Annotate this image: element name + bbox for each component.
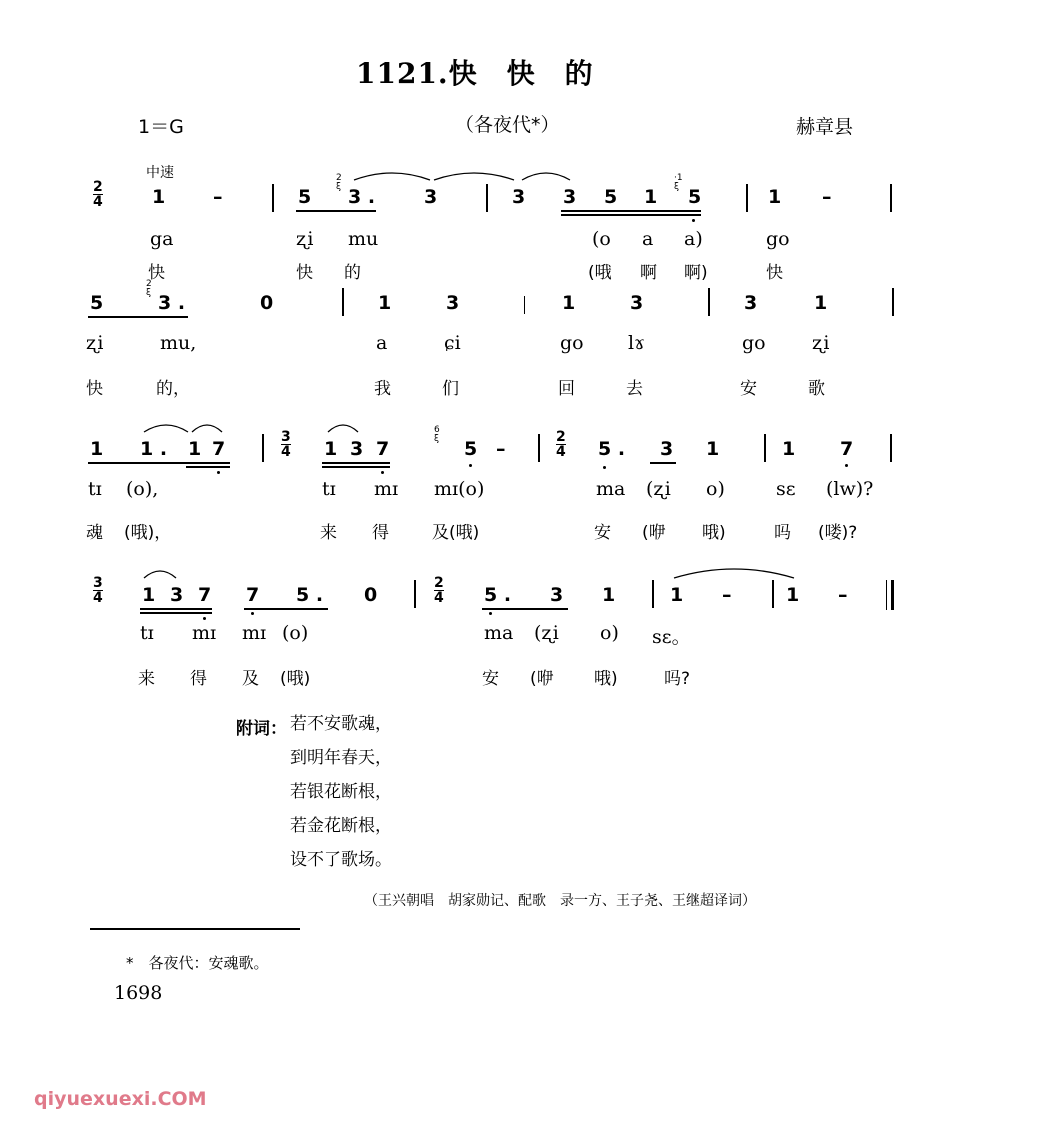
lyric-roman: ʐi [812, 332, 830, 354]
appendix-line: 到明年春天， [290, 748, 392, 768]
beam [322, 466, 390, 468]
lyric-chinese: (咿 [642, 523, 666, 543]
watermark: qiyuexuexi.COM [34, 1088, 207, 1110]
note: 1 [188, 438, 202, 460]
lyric-chinese: 得 [190, 669, 207, 689]
lyric-chinese: 哦) [594, 669, 618, 689]
note: 3 . [348, 186, 376, 208]
note: 1 [814, 292, 828, 314]
lyric-roman: mu, [160, 332, 197, 354]
bar-line [772, 580, 774, 608]
slur [520, 166, 572, 182]
beam [186, 466, 230, 468]
lyric-chinese: 快 [296, 263, 313, 283]
beam [322, 462, 390, 464]
slur [432, 166, 516, 182]
beam [244, 608, 328, 610]
bar-line [708, 288, 710, 316]
note: – [822, 186, 832, 208]
appendix-line: 若不安歌魂， [290, 714, 392, 734]
note: 1 [324, 438, 338, 460]
lyric-chinese: 安 [740, 379, 757, 399]
lyric-chinese: 来 [138, 669, 155, 689]
lower-octave-dot [251, 612, 254, 615]
lyric-chinese: 安 [594, 523, 611, 543]
time-signature: 2 4 [556, 429, 566, 460]
lyric-chinese: 哦) [702, 523, 726, 543]
lower-octave-dot [203, 617, 206, 620]
lyric-roman: o) [600, 622, 619, 644]
note: 0 [364, 584, 378, 606]
note: 3 [660, 438, 674, 460]
note: 1 [602, 584, 616, 606]
lyric-chinese: 的， [156, 379, 190, 399]
lyric-roman: tɪ [88, 478, 102, 500]
appendix-label: 附词： [236, 719, 287, 739]
lyric-roman: tɪ [322, 478, 336, 500]
appendix-line: 设不了歌场。 [290, 850, 392, 870]
slur [326, 418, 360, 434]
lyric-roman: ɕi [444, 332, 461, 354]
beam [88, 316, 188, 318]
lyric-roman: (o), [126, 478, 159, 500]
lyric-roman: (o [592, 228, 611, 250]
grace-note: 2 ξ [146, 279, 152, 298]
beam [561, 214, 701, 216]
note: 1 [670, 584, 684, 606]
lyric-roman: lɤ [628, 332, 645, 354]
lyric-chinese: 快 [148, 263, 165, 283]
lyric-chinese: 吗 [774, 523, 791, 543]
lyric-chinese: 安 [482, 669, 499, 689]
lyric-chinese: 快 [766, 263, 783, 283]
note: 3 [350, 438, 364, 460]
lyric-roman: a) [684, 228, 703, 250]
beam [140, 612, 212, 614]
lower-octave-dot [692, 219, 695, 222]
lyric-chinese: (哦)， [124, 523, 172, 543]
lower-octave-dot [603, 466, 606, 469]
lyric-roman: a [376, 332, 388, 354]
note: 3 [512, 186, 526, 208]
beam [561, 210, 701, 212]
slur [190, 418, 224, 434]
beam [88, 462, 230, 464]
bar-line [746, 184, 748, 212]
lower-octave-dot [217, 471, 220, 474]
note: 3 [424, 186, 438, 208]
bar-line [890, 184, 892, 212]
note: 3 . [158, 292, 186, 314]
lyric-roman: go [742, 332, 766, 354]
note: 5 [90, 292, 104, 314]
note: – [496, 438, 506, 460]
note: 5 . [296, 584, 324, 606]
note: 3 [446, 292, 460, 314]
bar-line [414, 580, 416, 608]
page-number: 1698 [114, 982, 163, 1004]
note: 1 [142, 584, 156, 606]
lyric-chinese: 们 [442, 379, 459, 399]
final-bar-line [886, 580, 894, 610]
credits: （王兴朝唱 胡家勋记、配歌 录一方、王子尧、王继超译词） [364, 893, 756, 909]
lyric-chinese: 及 [242, 669, 259, 689]
lyric-roman: ga [150, 228, 174, 250]
time-signature: 3 4 [281, 429, 291, 460]
bar-line [652, 580, 654, 608]
lyric-roman: (o) [282, 622, 309, 644]
key-signature: 1＝G [138, 116, 184, 138]
note: 3 [744, 292, 758, 314]
lyric-chinese: (哦) [280, 669, 311, 689]
bar-line [892, 288, 894, 316]
lyric-chinese: 歌 [808, 379, 825, 399]
grace-note: ·1 ξ [674, 173, 683, 192]
lyric-chinese: 得 [372, 523, 389, 543]
lyric-chinese: (哦 [588, 263, 612, 283]
note: 3 [630, 292, 644, 314]
note: 7 [840, 438, 854, 460]
note: 3 [550, 584, 564, 606]
slur [142, 418, 190, 434]
lyric-chinese: 我 [374, 379, 391, 399]
lyric-roman: ma [596, 478, 626, 500]
lower-octave-dot [381, 471, 384, 474]
lyric-roman: (lw)? [826, 478, 874, 500]
grace-note: 6 ξ [434, 425, 440, 444]
note: 1 [768, 186, 782, 208]
beam [140, 608, 212, 610]
note: 1 [706, 438, 720, 460]
appendix-lyrics [290, 707, 392, 877]
note: 1 [378, 292, 392, 314]
tempo-marking: 中速 [146, 165, 174, 181]
note: 1 [644, 186, 658, 208]
lyric-roman: go [766, 228, 790, 250]
lyric-chinese: (咿 [530, 669, 554, 689]
note: 1 [152, 186, 166, 208]
lyric-chinese: 的 [344, 263, 361, 283]
lower-octave-dot [469, 464, 472, 467]
bar-line [486, 184, 488, 212]
lyric-roman: sɛ [776, 478, 796, 500]
lyric-roman: ma [484, 622, 514, 644]
lyric-chinese: 啊) [684, 263, 708, 283]
note: 1 [562, 292, 576, 314]
note: 7 [246, 584, 260, 606]
note: 0 [260, 292, 274, 314]
region-label: 赫章县 [796, 116, 854, 138]
lyric-roman: mɪ [192, 622, 217, 644]
bar-line [272, 184, 274, 212]
note: – [213, 186, 223, 208]
note: 5 [464, 438, 478, 460]
note: 5 [688, 186, 702, 208]
note: 5 . [598, 438, 626, 460]
grace-note: 2 ξ [336, 173, 342, 192]
lyric-roman: mu [348, 228, 379, 250]
lyric-chinese: 魂 [86, 523, 103, 543]
tie [672, 562, 796, 580]
lyric-roman: ʐi [296, 228, 314, 250]
lyric-chinese: 快 [86, 379, 103, 399]
note: 7 [198, 584, 212, 606]
note: 3 [563, 186, 577, 208]
bar-line [262, 434, 264, 462]
lyric-roman: o) [706, 478, 725, 500]
lyric-roman: tɪ [140, 622, 154, 644]
lyric-roman: a [642, 228, 654, 250]
note: 7 [376, 438, 390, 460]
lyric-roman: (ʐi [534, 622, 559, 644]
beam [650, 462, 676, 464]
lyric-chinese: (喽)? [818, 523, 858, 543]
appendix-line: 若金花断根， [290, 816, 392, 836]
lyric-chinese: 去 [626, 379, 643, 399]
bar-line [764, 434, 766, 462]
beam [296, 210, 376, 212]
bar-line-dashed [524, 296, 525, 314]
note: 5 . [484, 584, 512, 606]
footnote-rule [90, 928, 300, 930]
lower-octave-dot [489, 612, 492, 615]
lyric-chinese: 吗? [664, 669, 691, 689]
note: 1 [786, 584, 800, 606]
note: 7 [212, 438, 226, 460]
lyric-chinese: 及(哦) [432, 523, 480, 543]
lyric-roman: mɪ [242, 622, 267, 644]
note: – [838, 584, 848, 606]
appendix-line: 若银花断根， [290, 782, 392, 802]
bar-line [890, 434, 892, 462]
lyric-roman: sɛ。 [652, 626, 691, 648]
beam [482, 608, 568, 610]
lyric-chinese: 回 [558, 379, 575, 399]
lyric-roman: mɪ(o) [434, 478, 485, 500]
time-signature: 3 4 [93, 575, 103, 606]
note: 5 [604, 186, 618, 208]
lyric-chinese: 来 [320, 523, 337, 543]
lyric-chinese: 啊 [640, 263, 657, 283]
bar-line [342, 288, 344, 316]
footnote: * 各夜代：安魂歌。 [126, 954, 269, 972]
time-signature: 2 4 [434, 575, 444, 606]
note: 5 [298, 186, 312, 208]
lyric-roman: ʐi [86, 332, 104, 354]
note: – [722, 584, 732, 606]
lyric-roman: (ʐi [646, 478, 671, 500]
song-subtitle: （各夜代*） [455, 114, 560, 136]
slur [142, 564, 178, 580]
lyric-roman: mɪ [374, 478, 399, 500]
note: 1 [782, 438, 796, 460]
song-title: 1121.快 快 的 [356, 57, 594, 90]
note: 3 [170, 584, 184, 606]
note: 1 . [140, 438, 168, 460]
lyric-roman: go [560, 332, 584, 354]
lower-octave-dot [845, 464, 848, 467]
time-signature: 2 4 [93, 179, 103, 210]
slur [352, 166, 432, 182]
bar-line [538, 434, 540, 462]
note: 1 [90, 438, 104, 460]
